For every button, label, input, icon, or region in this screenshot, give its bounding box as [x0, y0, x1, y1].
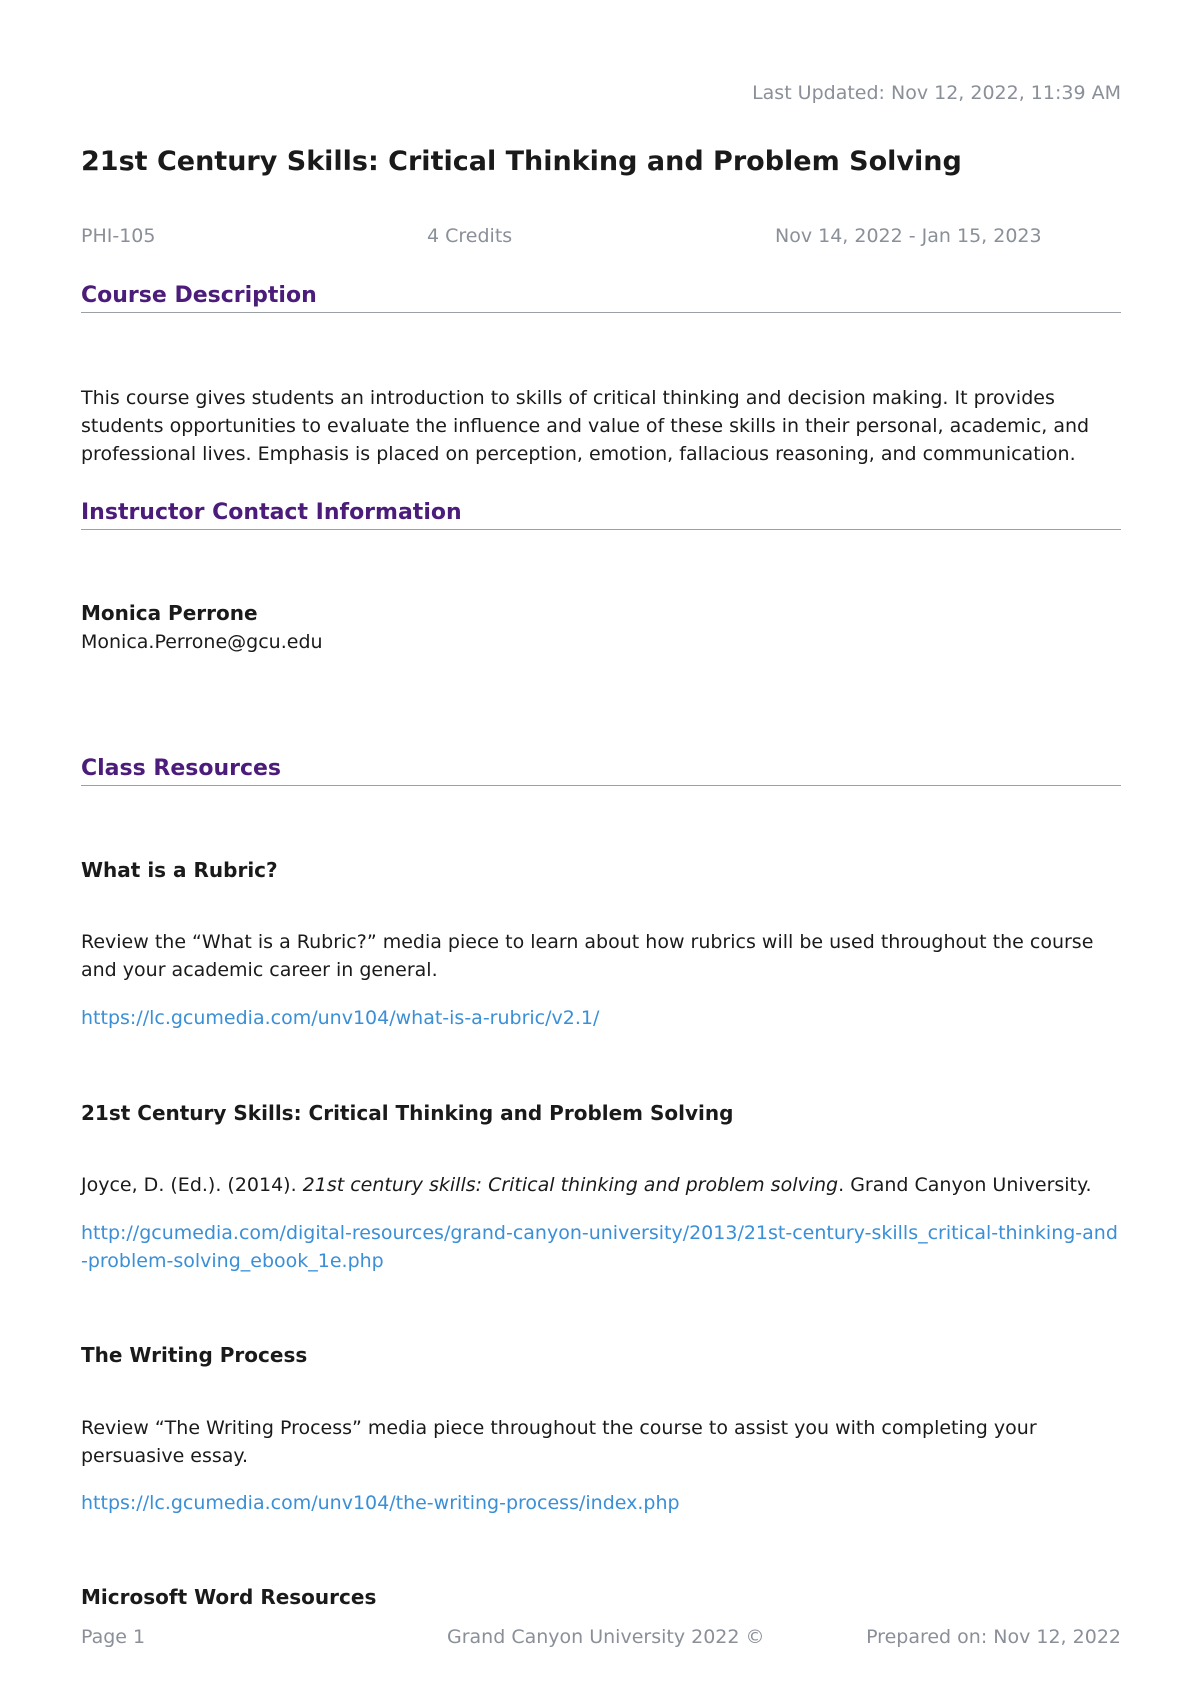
citation-book-title: 21st century skills: Critical thinking and problem solving: [302, 1174, 839, 1196]
section-heading-instructor: Instructor Contact Information: [81, 500, 1121, 530]
resource-title-rubric: What is a Rubric?: [81, 858, 278, 882]
resource-link-rubric[interactable]: https://lc.gcumedia.com/unv104/what-is-a-rubric/v2.1/: [81, 1007, 600, 1029]
syllabus-page: [81, 0, 1121, 1696]
course-title: 21st Century Skills: Critical Thinking and Problem Solving: [81, 146, 962, 177]
resource-title-ebook: 21st Century Skills: Critical Thinking and Problem Solving: [81, 1101, 734, 1125]
resource-title-microsoft-word: Microsoft Word Resources: [81, 1585, 377, 1609]
course-dates: Nov 14, 2022 - Jan 15, 2023: [775, 225, 1042, 247]
footer-prepared-date: Prepared on: Nov 12, 2022: [866, 1626, 1121, 1648]
citation-suffix: . Grand Canyon University.: [838, 1174, 1092, 1196]
instructor-name: Monica Perrone: [81, 601, 258, 625]
resource-text-writing-process: Review “The Writing Process” media piece throughout the course to assist you with completing your persuasive essay.: [81, 1417, 1037, 1467]
section-heading-class-resources: Class Resources: [81, 756, 1121, 786]
last-updated-label: Last Updated: Nov 12, 2022, 11:39 AM: [752, 82, 1121, 104]
course-description-text: This course gives students an introduction to skills of critical thinking and decision making. It provides students opportunities to evaluate the influence and value of these skills in their personal, academic, and professional lives. Emphasis is placed on perception, emotion, fallacious reasoning, and communication.: [81, 387, 1090, 465]
course-credits: 4 Credits: [427, 225, 513, 247]
footer-page-number: Page 1: [81, 1626, 146, 1648]
resource-citation-ebook: [81, 1171, 1121, 1199]
instructor-email[interactable]: Monica.Perrone@gcu.edu: [81, 631, 323, 653]
section-heading-course-description: Course Description: [81, 283, 1121, 313]
resource-text-rubric: Review the “What is a Rubric?” media piece to learn about how rubrics will be used throughout the course and your academic career in general.: [81, 931, 1094, 981]
resource-title-writing-process: The Writing Process: [81, 1343, 308, 1367]
footer-copyright: Grand Canyon University 2022 ©: [447, 1626, 765, 1648]
citation-prefix: Joyce, D. (Ed.). (2014).: [81, 1174, 303, 1196]
resource-link-writing-process[interactable]: https://lc.gcumedia.com/unv104/the-writing-process/index.php: [81, 1492, 680, 1514]
course-code: PHI-105: [81, 225, 156, 247]
resource-link-ebook[interactable]: http://gcumedia.com/digital-resources/grand-canyon-university/2013/21st-century-skills_critical-thinking-and-problem-solving_ebook_1e.php: [81, 1222, 1118, 1272]
